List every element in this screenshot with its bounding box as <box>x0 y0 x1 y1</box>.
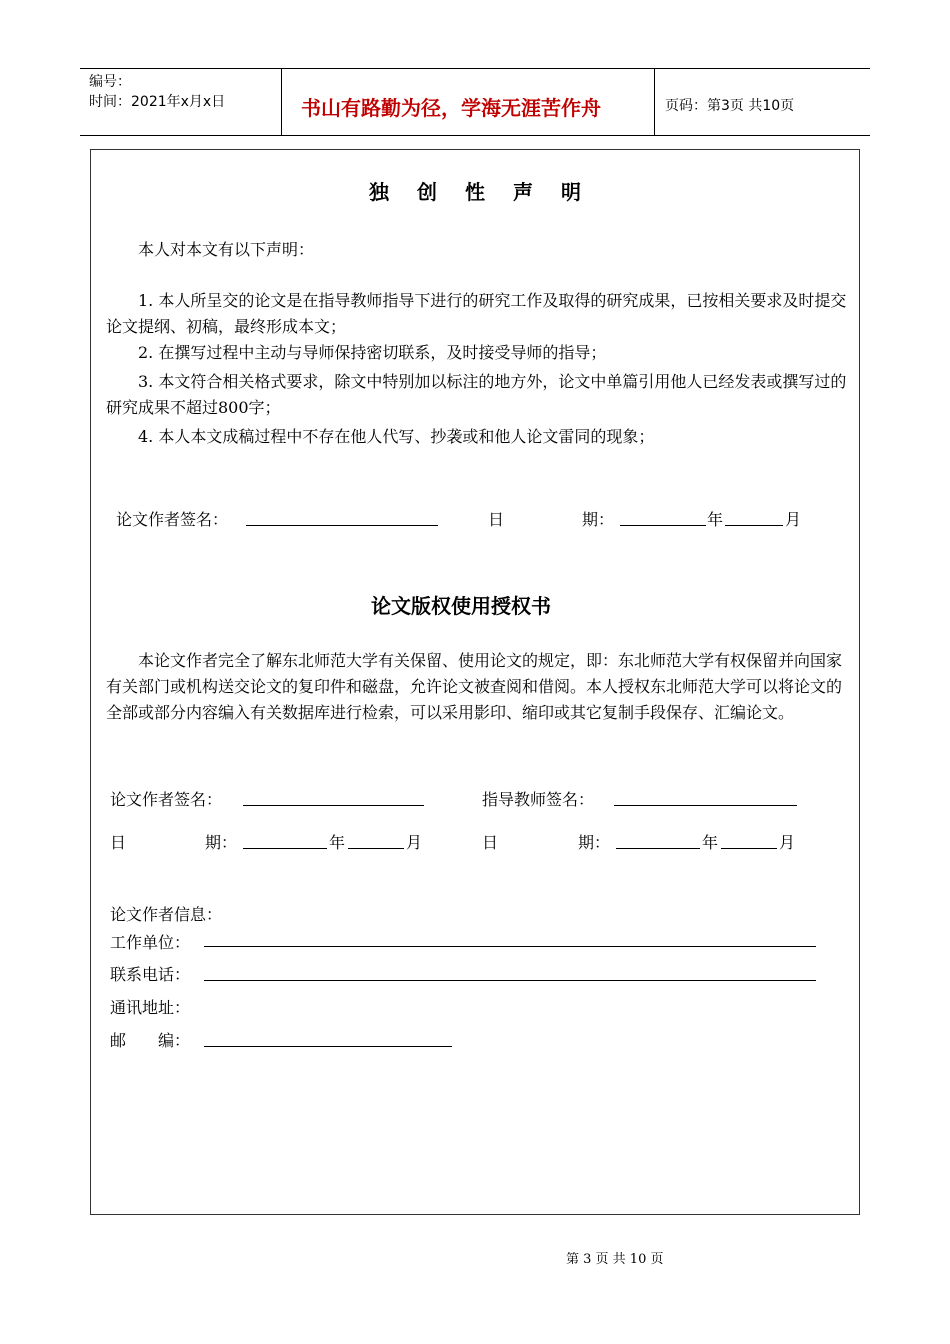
authorization-author-date-qi: 期： <box>205 833 238 852</box>
declaration-date-ri: 日 <box>488 510 505 529</box>
work-unit-field[interactable] <box>204 946 816 947</box>
phone-label: 联系电话： <box>110 965 191 984</box>
declaration-signature-label: 论文作者签名： <box>116 510 229 529</box>
authorization-advisor-date-ri: 日 <box>482 833 499 852</box>
declaration-item-1: 1. 本人所呈交的论文是在指导教师指导下进行的研究工作及取得的研究成果，已按相关要求及时提交论文提纲、初稿，最终形成本文； <box>106 291 847 336</box>
header-divider-left <box>281 68 282 135</box>
declaration-item-2: 2. 在撰写过程中主动与导师保持密切联系，及时接受导师的指导； <box>138 343 607 362</box>
author-info-heading: 论文作者信息： <box>110 905 223 924</box>
declaration-title: 独创性声明 <box>369 180 609 204</box>
declaration-year-label: 年 <box>707 510 724 529</box>
header-number-label: 编号： <box>89 74 131 90</box>
authorization-author-year-label: 年 <box>329 833 346 852</box>
authorization-paragraph: 本论文作者完全了解东北师范大学有关保留、使用论文的规定，即：东北师范大学有权保留并向国家有关部门或机构送交论文的复印件和磁盘，允许论文被查阅和借阅。本人授权东北师范大学可以将论文的全部或部分内容编入有关数据库进行检索，可以采用影印、缩印或其它复制手段保存、汇编论文。 <box>106 651 843 722</box>
authorization-author-year-field[interactable] <box>243 848 327 849</box>
declaration-year-field[interactable] <box>620 525 706 526</box>
authorization-author-signature-label: 论文作者签名： <box>110 790 223 809</box>
postcode-field[interactable] <box>204 1046 452 1047</box>
authorization-advisor-date-qi: 期： <box>578 833 611 852</box>
header-page-info: 页码：第3页 共10页 <box>665 98 795 114</box>
address-label: 通讯地址： <box>110 998 191 1017</box>
declaration-item-4: 4. 本人本文成稿过程中不存在他人代写、抄袭或和他人论文雷同的现象； <box>138 427 655 446</box>
declaration-month-label: 月 <box>785 510 802 529</box>
authorization-advisor-signature-label: 指导教师签名： <box>482 790 595 809</box>
header-divider-right <box>654 68 655 135</box>
authorization-author-date-ri: 日 <box>110 833 127 852</box>
declaration-item-3: 3. 本文符合相关格式要求，除文中特别加以标注的地方外，论文中单篇引用他人已经发表或撰写过的研究成果不超过800字； <box>106 372 847 417</box>
authorization-advisor-year-label: 年 <box>702 833 719 852</box>
header-top-rule <box>80 68 870 69</box>
declaration-date-qi: 期： <box>582 510 615 529</box>
authorization-title: 论文版权使用授权书 <box>371 594 551 618</box>
header-time-label: 时间：2021年x月x日 <box>89 94 226 110</box>
declaration-intro: 本人对本文有以下声明： <box>138 240 315 259</box>
authorization-author-month-label: 月 <box>406 833 423 852</box>
work-unit-label: 工作单位： <box>110 933 191 952</box>
declaration-signature-field[interactable] <box>246 525 438 526</box>
authorization-author-month-field[interactable] <box>348 848 404 849</box>
phone-field[interactable] <box>204 980 816 981</box>
authorization-advisor-month-field[interactable] <box>721 848 777 849</box>
authorization-advisor-year-field[interactable] <box>616 848 700 849</box>
authorization-author-signature-field[interactable] <box>243 805 424 806</box>
authorization-advisor-signature-field[interactable] <box>614 805 797 806</box>
header-bottom-rule <box>80 135 870 136</box>
postcode-label: 邮 编： <box>110 1031 191 1050</box>
declaration-month-field[interactable] <box>725 525 783 526</box>
authorization-advisor-month-label: 月 <box>779 833 796 852</box>
header-motto: 书山有路勤为径，学海无涯苦作舟 <box>301 96 601 120</box>
page-footer: 第 3 页 共 10 页 <box>566 1252 664 1267</box>
